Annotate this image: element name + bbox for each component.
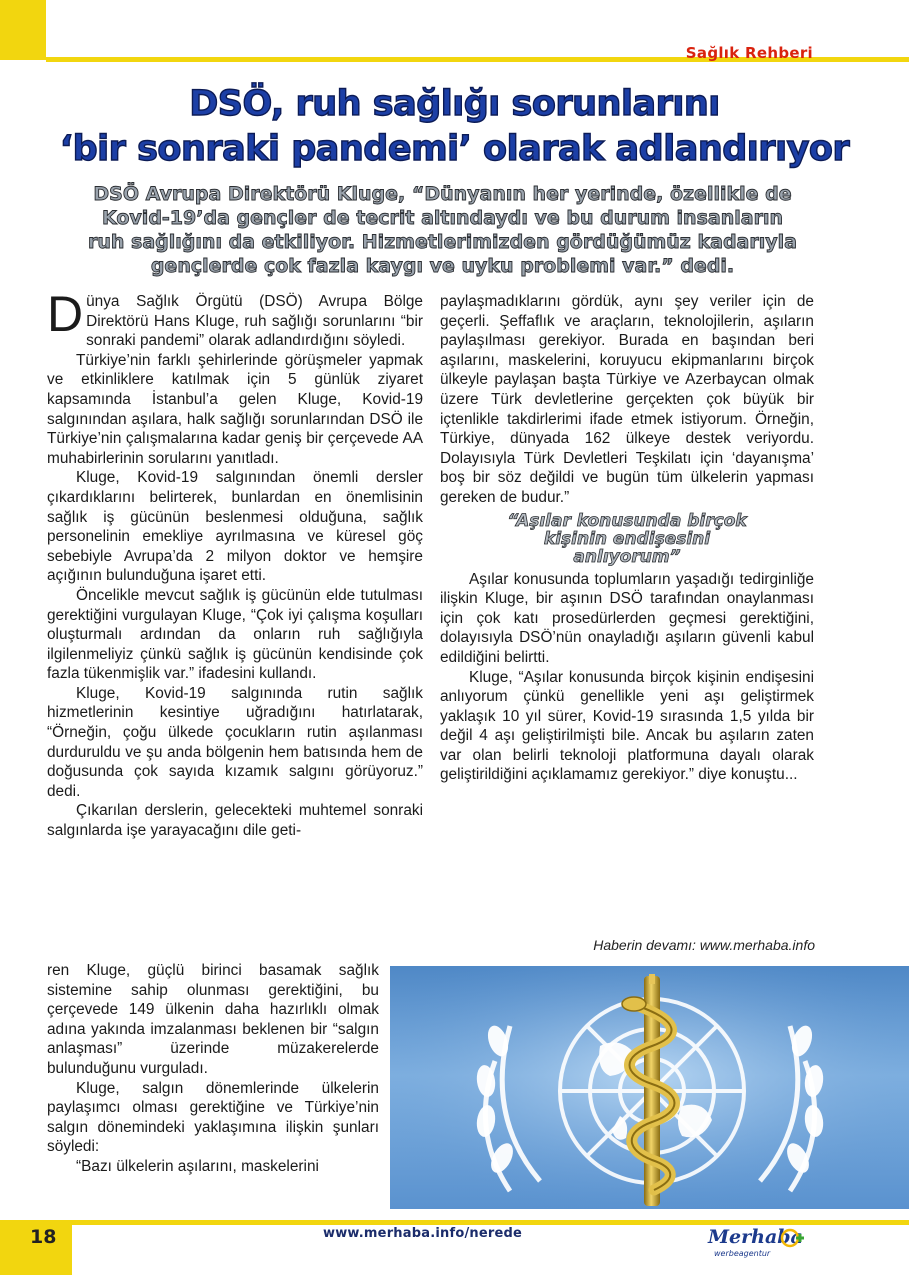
page-number: 18: [30, 1226, 57, 1248]
headline-line-1: DSÖ, ruh sağlığı sorunlarını: [189, 84, 720, 124]
brand-logo: [708, 1226, 804, 1260]
headline-line-2: ‘bir sonraki pandemi’ olarak adlandırıyor: [59, 129, 850, 169]
headline: [20, 82, 889, 172]
subhead-line-1: “Aşılar konusunda birçok: [507, 510, 747, 531]
lead-line-1: DSÖ Avrupa Direktörü Kluge, “Dünyanın her yerinde, özellikle de: [93, 183, 792, 205]
footer-url-link[interactable]: www.merhaba.info/nerede: [323, 1226, 523, 1241]
brand-tagline: werbeagentur: [714, 1249, 771, 1258]
article-paragraph-6-start: Çıkarılan derslerin, gelecekteki muhtemel sonraki salgınlarda işe yarayacağını dile geti-: [47, 802, 423, 840]
article-paragraph-3: Kluge, Kovid-19 salgınından önemli dersler çıkardıklarını belirterek, bunlardan en önemlisinin sağlık iş gücünün beslenmesi olduğuna, sağlık personelinin emekliye ayrılmasına ve küresel göç sebebiyle Avrupa’da 2 milyon doktor ve hemşire açığının bulunduğuna işaret etti.: [47, 469, 423, 585]
article-paragraph-7: Kluge, salgın dönemlerinde ülkelerin paylaşımcı olması gerektiğine ve Türkiye’nin salgın dönemindeki yaklaşımına ilişkin şunları söyledi:: [47, 1079, 379, 1156]
source-link[interactable]: Haberin devamı: www.merhaba.info: [593, 937, 815, 953]
who-emblem-photo: [390, 966, 909, 1209]
article-paragraph-8: “Bazı ülkelerin aşılarını, maskelerini: [76, 1157, 319, 1175]
article-paragraph-1: [47, 286, 423, 351]
subhead-line-3: anlıyorum”: [573, 546, 681, 567]
brand-name: Merhaba: [708, 1226, 803, 1248]
lead-line-3: ruh sağlığını da etkiliyor. Hizmetlerimizden gördüğümüz kadarıyla: [88, 231, 797, 253]
article-column-right: [440, 292, 814, 785]
article-column-left: [47, 286, 423, 841]
lead-line-4: gençlerde çok fazla kaygı ve uyku problemi var.” dedi.: [150, 255, 735, 277]
article-paragraph-6-end: ren Kluge, güçlü birinci basamak sağlık sistemine sahip olunması gerektiğini, bu çerçevede 149 ülkenin daha hazırlıklı olmak adına yakında imzalanması beklenen bir “salgın anlaşması” üzerinde müzakerelerde bulunduğunu vurguladı.: [47, 962, 379, 1077]
article-paragraph-2: Türkiye’nin farklı şehirlerinde görüşmeler yapmak ve etkinliklere katılmak için 5 günlük ziyaret kapsamında İstanbul’a gelen Kluge, Kovid-19 salgınından aşılara, halk sağlığı sorunlarından DSÖ ile Türkiye’nin çalışmalarına kadar geniş bir çerçevede AA muhabirlerinin sorularını yanıtladı.: [47, 351, 423, 467]
article-paragraph-9: paylaşmadıklarını gördük, aynı şey veriler için de geçerli. Şeffaflık ve araçların, teknolojilerin, aşıların paylaşılması gerekiyor. Burada en başından beri aşılarını, maskelerini, koruyucu ekipmanlarını birçok ülkeyle paylaşan başta Türkiye ve Azerbaycan olmak üzere Türk devletlerine gerçekten çok büyük bir içtenlikle takdirlerimi ifade etmek istiyorum. Örneğin, Türkiye, dünyada 162 ülkeye destek veriyordu. Dolayısıyla Türk Devletleri Teşkilatı için ‘dayanışma’ boş bir söz değildi ve bugün tüm ülkelerin yapması gereken de budur.”: [440, 293, 814, 506]
who-emblem-image: [390, 966, 909, 1209]
brand-mark-icon: [780, 1224, 804, 1252]
article-paragraph-11: Kluge, “Aşılar konusunda birçok kişinin endişesini anlıyorum çünkü genellikle yeni aşı geliştirmek yaklaşık 10 yıl sürer, Kovid-19 sırasında 1,5 yılda bir değil 4 aşı geliştirilmişti bile. Ancak bu aşıların zaten var olan belirli teknoloji platformuna dayalı olarak geliştirildiğini açıklamamız gerekiyor.” diye konuştu...: [440, 668, 814, 784]
article-subhead: [440, 512, 814, 566]
article-paragraph-4: Öncelikle mevcut sağlık iş gücünün elde tutulması gerektiğini vurgulayan Kluge, “Çok iyi çalışma koşulları oluşturmalı ardından da onların ruh sağlığıyla ilgilenmeliyiz çünkü sağlık iş gücünün kendisinde çok fazla tükenmişlik var.” ifadesini kullandı.: [47, 586, 423, 683]
drop-cap: D: [47, 286, 84, 342]
article-column-left-lower: [47, 961, 379, 1177]
subhead-line-2: kişinin endişesini: [543, 528, 711, 549]
article-paragraph-5: Kluge, Kovid-19 salgınında rutin sağlık hizmetlerinin kesintiye uğradığını hatırlatarak, “Örneğin, çoğu ülkede çocukların rutin aşılanması durduruldu ve şu anda bölgenin hem batısında hem de doğusunda çok sayıda kızamık salgını görüyoruz.” dedi.: [47, 684, 423, 800]
lead-line-2: Kovid-19’da gençler de tecrit altındaydı ve bu durum insanların: [101, 207, 783, 229]
lead-paragraph: [36, 182, 849, 278]
section-label: Sağlık Rehberi: [685, 44, 813, 62]
article-paragraph-10: Aşılar konusunda toplumların yaşadığı tedirginliğe ilişkin Kluge, bir aşının DSÖ tarafından onaylanması için çok katı prosedürlerden geçmesi gerektiğini, dolayısıyla DSÖ’nün onayladığı aşıların güvenli kabul edildiğini belirtti.: [440, 570, 814, 666]
article-paragraph-1-text: ünya Sağlık Örgütü (DSÖ) Avrupa Bölge Direktörü Hans Kluge, ruh sağlığı sorunlarını “bir sonraki pandemi” olarak adlandırdığını söyledi.: [86, 293, 423, 350]
top-corner-block: [0, 0, 46, 60]
